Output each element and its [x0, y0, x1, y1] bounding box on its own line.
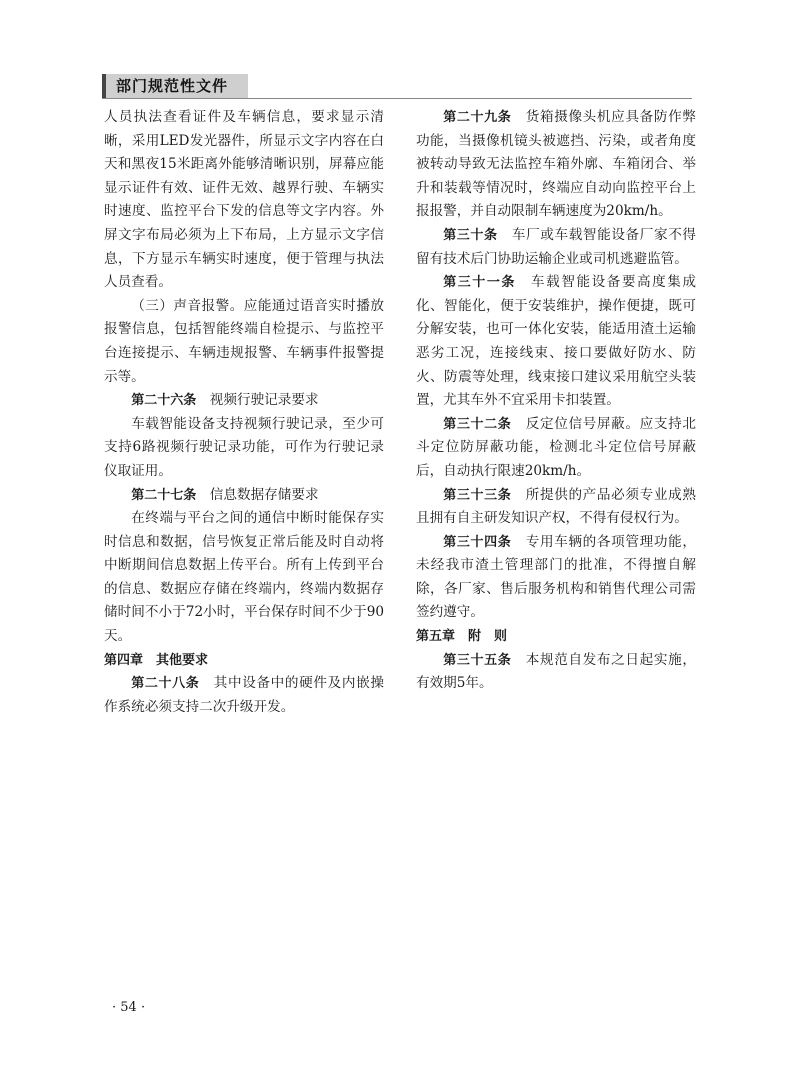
article-body: 所提供的产品必须专业成熟且拥有自主研发知识产权，不得有侵权行为。	[416, 486, 696, 527]
page-number: · 54 ·	[112, 1000, 146, 1015]
article-title: 第二十八条	[131, 676, 200, 692]
article-body: 其中设备中的硬件及内嵌操作系统必须支持二次升级开发。	[104, 675, 384, 715]
article-title: 第三十五条	[443, 652, 512, 668]
article-title: 第三十一条	[443, 275, 516, 291]
section-header	[102, 74, 248, 98]
article-body: 车载智能设备要高度集成化、智能化，便于安装维护，操作便捷，既可分解安装，也可一体化安装，能适用渣土运输恶劣工况，连接线束、接口要做好防水、防火、防震等处理，线束接口建议采用航空头装置，尤其车外不宜采用卡扣装置。	[416, 274, 696, 409]
article-35	[416, 649, 696, 696]
article-title: 第二十六条	[131, 393, 197, 409]
article-34	[416, 531, 696, 625]
left-column	[104, 106, 384, 719]
article-33	[416, 484, 696, 531]
article-body: 货箱摄像头机应具备防作弊功能，当摄像机镜头被遮挡、污染，或者角度被转动导致无法监控车箱外廓、车箱闭合、举升和装载等情况时，终端应自动向监控平台上报报警，并自动限制车辆速度为20km/h。	[416, 109, 696, 220]
chapter-heading: 第四章 其他要求	[104, 652, 209, 668]
header-divider	[102, 98, 692, 99]
right-column	[416, 106, 696, 696]
article-28	[104, 672, 384, 719]
article-30	[416, 224, 696, 271]
paragraph: （三）声音报警。应能通过语音实时播放报警信息，包括智能终端自检提示、与监控平台连接提示、车辆违规报警、车辆事件报警提示等。	[104, 297, 384, 385]
article-heading: 视频行驶记录要求	[209, 392, 319, 409]
article-title: 第二十九条	[443, 110, 512, 125]
article-body: 反定位信号屏蔽。应支持北斗定位防屏蔽功能，检测北斗定位信号屏蔽后，自动执行限速20km/h。	[416, 415, 696, 479]
article-31	[416, 271, 696, 413]
article-body: 专用车辆的各项管理功能，未经我市渣土管理部门的批准，不得擅自解除，各厂家、售后服务机构和销售代理公司需签约遵守。	[416, 533, 696, 621]
paragraph: 人员执法查看证件及车辆信息，要求显示清晰，采用LED发光器件，所显示文字内容在白天和黑夜15米距离外能够清晰识别，屏幕应能显示证件有效、证件无效、越界行驶、车辆实时速度、监控平台下发的信息等文字内容。外屏文字布局必须为上下布局，上方显示文字信息，下方显示车辆实时速度，便于管理与执法人员查看。	[104, 109, 384, 291]
section-label: 部门规范性文件	[116, 77, 229, 95]
article-title: 第二十七条	[131, 487, 197, 503]
article-29	[416, 106, 696, 224]
article-32	[416, 413, 696, 484]
paragraph: 车载智能设备支持视频行驶记录，至少可支持6路视频行驶记录功能，可作为行驶记录仪取证用。	[104, 415, 384, 479]
article-27	[104, 484, 384, 508]
article-title: 第三十三条	[443, 487, 512, 503]
article-heading: 信息数据存储要求	[209, 486, 319, 503]
article-26	[104, 389, 384, 413]
paragraph: 在终端与平台之间的通信中断时能保存实时信息和数据，信号恢复正常后能及时自动将中断期间信息数据上传平台。所有上传到平台的信息、数据应存储在终端内，终端内数据存储时间不小于72小时，平台保存时间不少于90天。	[104, 510, 384, 645]
article-title: 第三十二条	[443, 416, 512, 432]
article-body: 本规范自发布之日起实施，有效期5年。	[416, 651, 696, 692]
article-title: 第三十四条	[443, 534, 512, 550]
chapter-heading: 第五章 附 则	[416, 629, 508, 645]
article-title: 第三十条	[443, 227, 498, 243]
article-body: 车厂或车载智能设备厂家不得留有技术后门协助运输企业或司机逃避监管。	[416, 226, 696, 267]
